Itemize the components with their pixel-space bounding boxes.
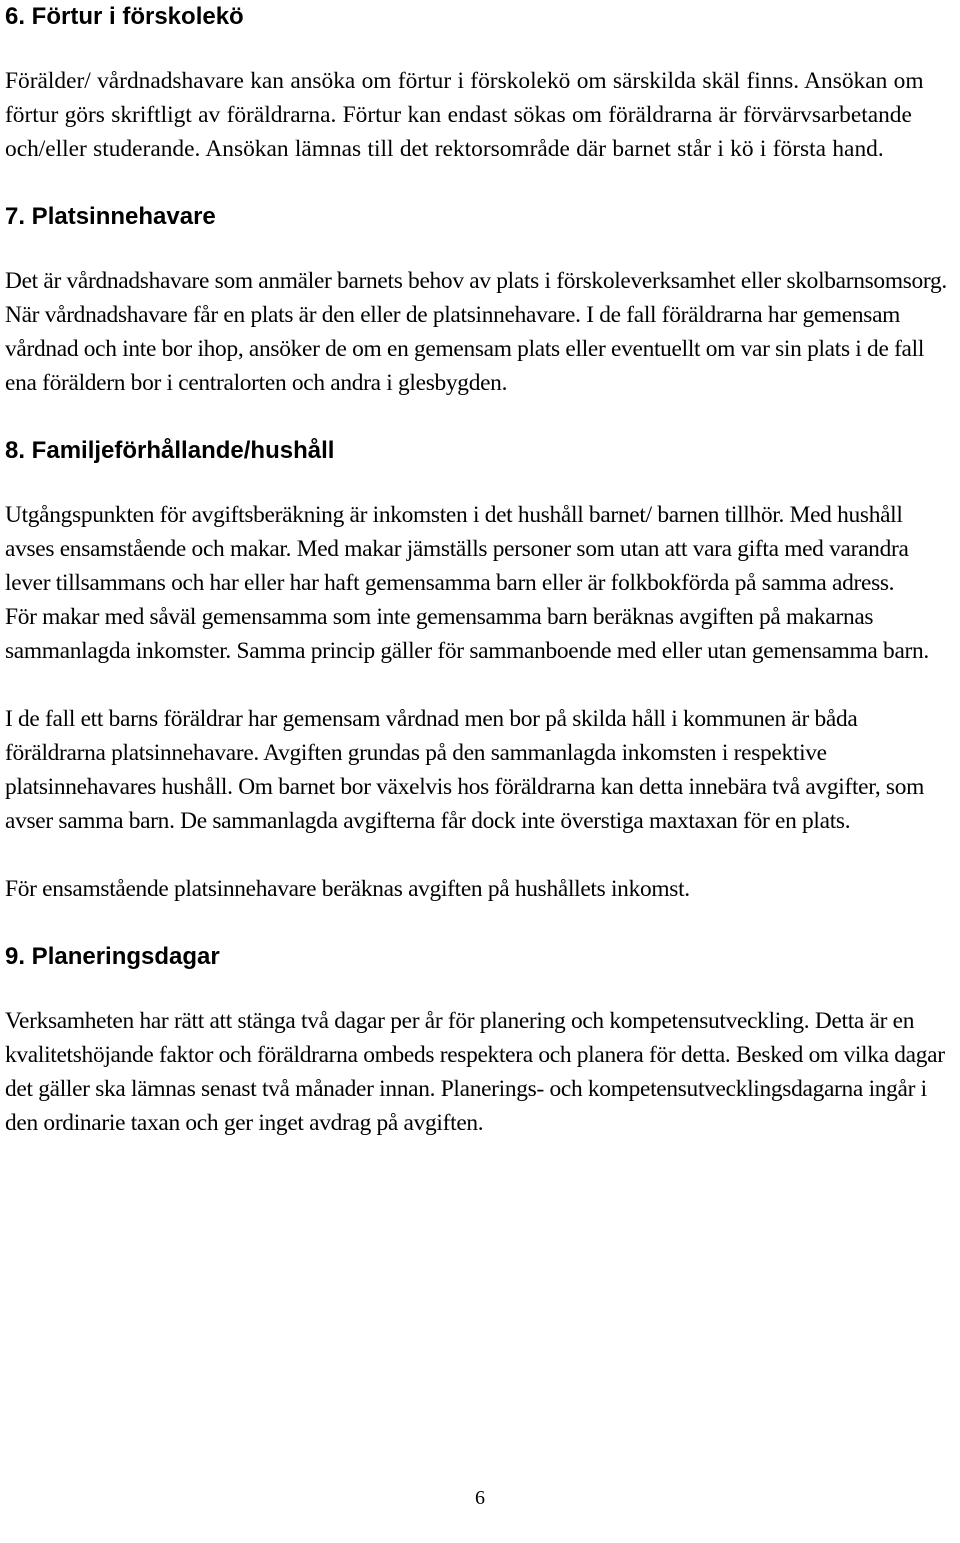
document-page <box>5 0 955 1140</box>
paragraph: I de fall ett barns föräldrar har gemensam vårdnad men bor på skilda håll i kommunen är båda föräldrarna platsinnehavare. Avgiften grundas på den sammanlagda inkomsten i respektive platsinnehavares hushåll. Om barnet bor växelvis hos föräldrarna kan detta innebära två avgifter, som avser samma barn. De sammanlagda avgifterna får dock inte överstiga maxtaxan för en plats. <box>5 706 925 834</box>
paragraph: Utgångspunkten för avgiftsberäkning är inkomsten i det hushåll barnet/ barnen tillhör. Med hushåll avses ensamstående och makar. Med makar jämställs personer som utan att vara gifta med varandra lever tillsammans och har eller har haft gemensamma barn eller är folkbokförda på samma adress. <box>5 502 909 596</box>
page-number: 6 <box>475 1487 485 1509</box>
section-fortur <box>5 0 955 166</box>
section-title-planeringsdagar: 9. Planeringsdagar <box>5 943 220 970</box>
section-title-fortur: 6. Förtur i förskolekö <box>5 3 244 30</box>
section-platsinnehavare <box>5 200 955 400</box>
section-planeringsdagar <box>5 940 955 1140</box>
section-title-platsinnehavare: 7. Platsinnehavare <box>5 203 216 230</box>
paragraph: Verksamheten har rätt att stänga två dagar per år för planering och kompetensutveckling. Detta är en kvalitetshöjande faktor och föräldrarna ombeds respektera och planera för detta. Besked om vilka dagar det gäller ska lämnas senast två månader innan. Planerings- och kompetensutvecklingsdagarna ingår i den ordinarie taxan och ger inget avdrag på avgiften. <box>5 1008 945 1136</box>
paragraph: För ensamstående platsinnehavare beräknas avgiften på hushållets inkomst. <box>5 876 690 902</box>
section-familjeforhallande <box>5 434 955 906</box>
section-title-familjeforhallande: 8. Familjeförhållande/hushåll <box>5 437 335 464</box>
paragraph: Förälder/ vårdnadshavare kan ansöka om förtur i förskolekö om särskilda skäl finns. Ansökan om förtur görs skriftligt av föräldrarna. Förtur kan endast sökas om föräldrarna är förvärvsarbetande och/eller studerande. Ansökan lämnas till det rektorsområde där barnet står i kö i första hand. <box>5 68 924 162</box>
paragraph: Det är vårdnadshavare som anmäler barnets behov av plats i förskoleverksamhet eller skolbarnsomsorg. När vårdnadshavare får en plats är den eller de platsinnehavare. I de fall föräldrarna har gemensam vårdnad och inte bor ihop, ansöker de om en gemensam plats eller eventuellt om var sin plats i de fall ena föräldern bor i centralorten och andra i glesbygden. <box>5 268 947 396</box>
paragraph: För makar med såväl gemensamma som inte gemensamma barn beräknas avgiften på makarnas sammanlagda inkomster. Samma princip gäller för sammanboende med eller utan gemensamma barn. <box>5 604 929 664</box>
